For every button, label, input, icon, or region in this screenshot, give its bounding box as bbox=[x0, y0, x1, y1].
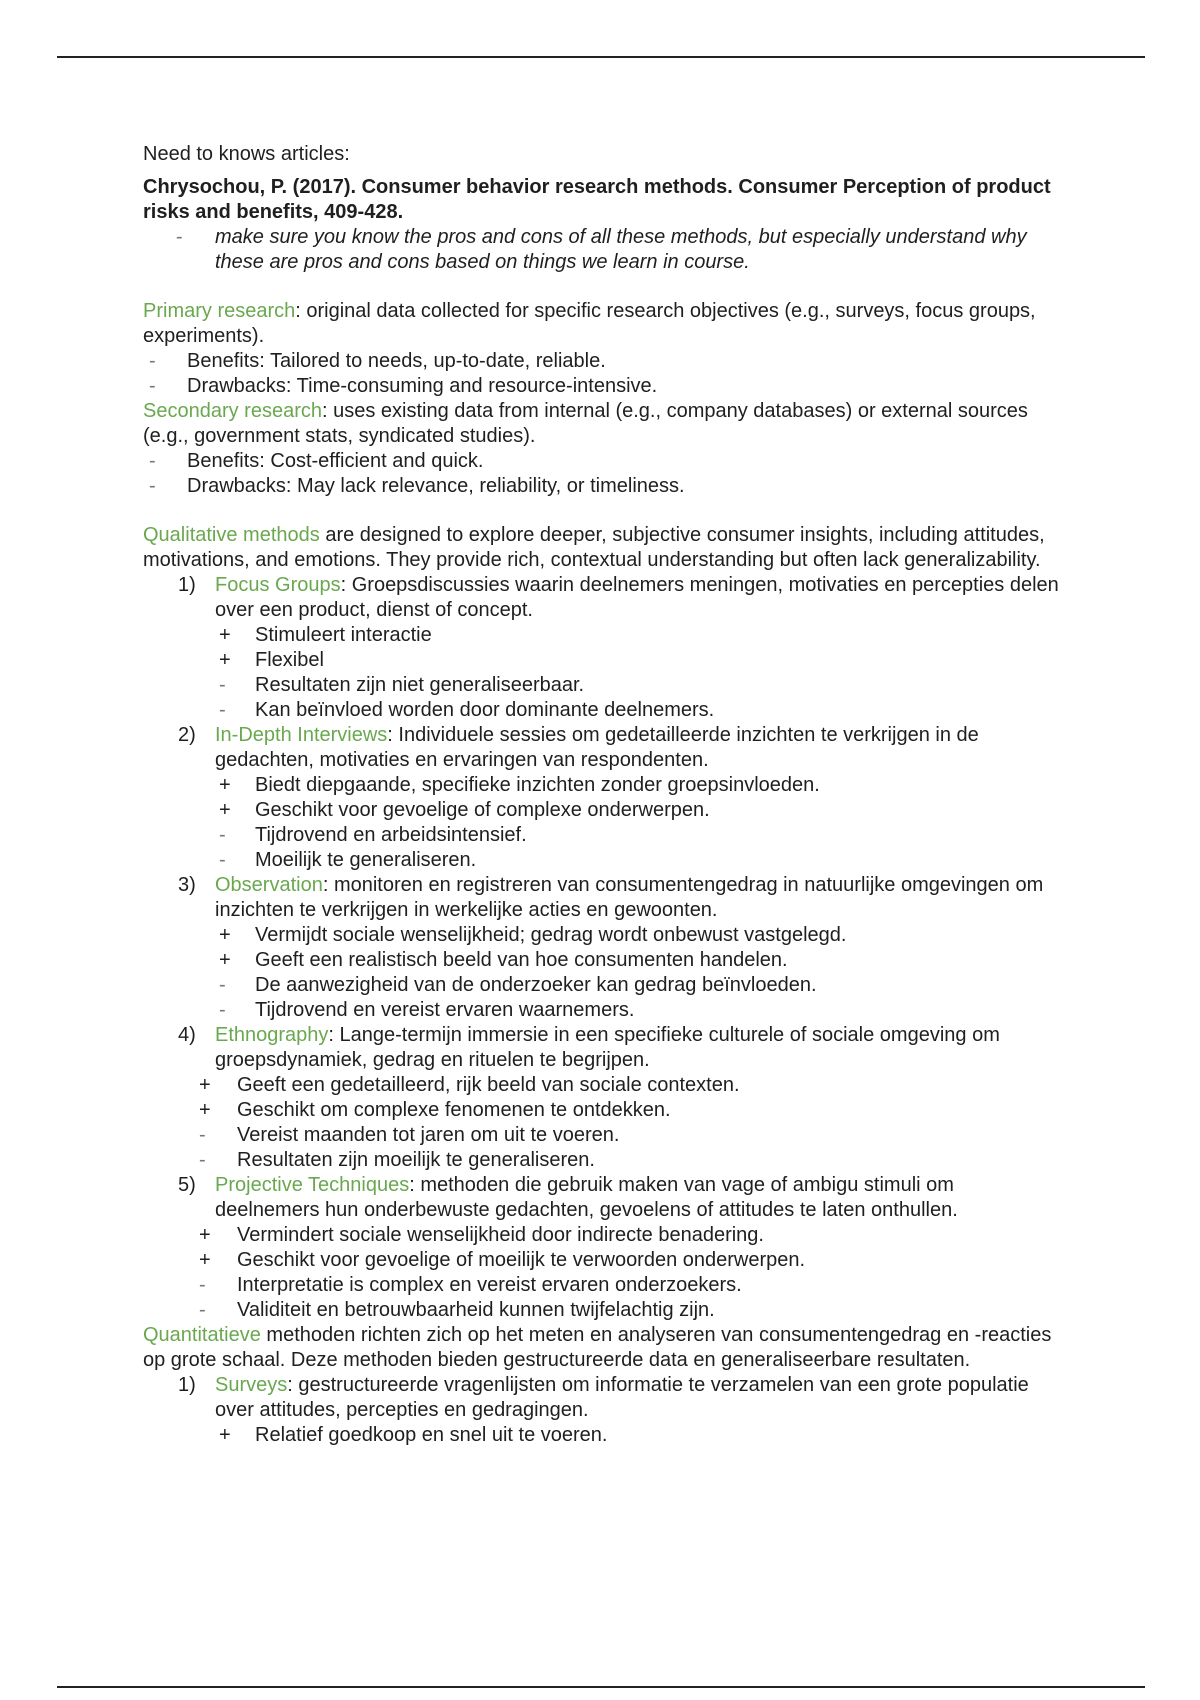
list-item: + Vermindert sociale wenselijkheid door indirecte benadering. bbox=[199, 1224, 764, 1246]
secondary-benefits: - Benefits: Cost-efficient and quick. bbox=[149, 450, 484, 472]
secondary-research-definition bbox=[143, 399, 1063, 449]
secondary-research-term: Secondary research bbox=[143, 400, 322, 422]
list-item: - Resultaten zijn niet generaliseerbaar. bbox=[219, 674, 585, 696]
list-item: + Geeft een gedetailleerd, rijk beeld van sociale contexten. bbox=[199, 1074, 740, 1096]
citation: Chrysochou, P. (2017). Consumer behavior research methods. Consumer Perception of product risks and benefits, 409-428. bbox=[143, 176, 1051, 223]
list-item: - Interpretatie is complex en vereist ervaren onderzoekers. bbox=[199, 1274, 742, 1296]
method-term: Surveys bbox=[215, 1374, 288, 1396]
list-item: + Geeft een realistisch beeld van hoe consumenten handelen. bbox=[219, 949, 788, 971]
primary-research-text: : original data collected for specific research objectives (e.g., surveys, focus groups, experiments). bbox=[143, 300, 1036, 347]
primary-benefits: - Benefits: Tailored to needs, up-to-date, reliable. bbox=[149, 350, 606, 372]
quantitative-term: Quantitatieve bbox=[143, 1324, 261, 1346]
list-item: + Stimuleert interactie bbox=[219, 624, 432, 646]
list-item: - Validiteit en betrouwbaarheid kunnen twijfelachtig zijn. bbox=[199, 1299, 715, 1321]
qualitative-method-list bbox=[143, 573, 1063, 1323]
list-item: - Resultaten zijn moeilijk te generaliseren. bbox=[199, 1149, 595, 1171]
list-item: + Vermijdt sociale wenselijkheid; gedrag wordt onbewust vastgelegd. bbox=[219, 924, 847, 946]
quantitative-definition bbox=[143, 1323, 1063, 1373]
method-term: Observation bbox=[215, 874, 323, 896]
primary-benefits-text: Benefits: Tailored to needs, up-to-date, reliable. bbox=[187, 350, 606, 372]
list-item: - Tijdrovend en vereist ervaren waarnemers. bbox=[219, 999, 635, 1021]
method-text: : gestructureerde vragenlijsten om informatie te verzamelen van een grote populatie over attitudes, percepties en gedragingen. bbox=[215, 1374, 1029, 1421]
secondary-drawbacks: - Drawbacks: May lack relevance, reliability, or timeliness. bbox=[149, 475, 685, 497]
list-item: + Flexibel bbox=[219, 649, 324, 671]
list-item: + Biedt diepgaande, specifieke inzichten zonder groepsinvloeden. bbox=[219, 774, 820, 796]
method-text: : methoden die gebruik maken van vage of ambigu stimuli om deelnemers hun onderbewuste gedachten, gevoelens of attitudes te laten onthullen. bbox=[215, 1174, 958, 1221]
method-in-depth-interviews bbox=[143, 723, 1063, 773]
method-observation bbox=[143, 873, 1063, 923]
method-focus-groups bbox=[143, 573, 1063, 623]
list-item: + Geschikt voor gevoelige of complexe onderwerpen. bbox=[219, 799, 710, 821]
secondary-drawbacks-text: Drawbacks: May lack relevance, reliability, or timeliness. bbox=[187, 475, 685, 497]
method-text: : Individuele sessies om gedetailleerde inzichten te verkrijgen in de gedachten, motivaties en ervaringen van respondenten. bbox=[215, 724, 979, 771]
method-surveys bbox=[143, 1373, 1063, 1423]
list-number: 5) bbox=[178, 1174, 196, 1196]
list-item: - Tijdrovend en arbeidsintensief. bbox=[219, 824, 527, 846]
list-number: 4) bbox=[178, 1024, 196, 1046]
list-item: + Geschikt voor gevoelige of moeilijk te verwoorden onderwerpen. bbox=[199, 1249, 806, 1271]
list-number: 1) bbox=[178, 1374, 196, 1396]
list-item: - Vereist maanden tot jaren om uit te voeren. bbox=[199, 1124, 620, 1146]
qualitative-term: Qualitative methods bbox=[143, 524, 320, 546]
secondary-research-text: : uses existing data from internal (e.g., company databases) or external sources (e.g., government stats, syndicated studies). bbox=[143, 400, 1028, 447]
primary-drawbacks-text: Drawbacks: Time-consuming and resource-intensive. bbox=[187, 375, 658, 397]
heading: Need to knows articles: bbox=[143, 143, 350, 165]
document-body bbox=[143, 142, 1063, 1448]
method-text: : monitoren en registreren van consumentengedrag in natuurlijke omgevingen om inzichten te verkrijgen in werkelijke acties en gewoonten. bbox=[215, 874, 1044, 921]
list-number: 3) bbox=[178, 874, 196, 896]
method-projective-techniques bbox=[143, 1173, 1063, 1223]
method-text: : Groepsdiscussies waarin deelnemers meningen, motivaties en percepties delen over een product, dienst of concept. bbox=[215, 574, 1059, 621]
primary-research-term: Primary research bbox=[143, 300, 296, 322]
list-number: 2) bbox=[178, 724, 196, 746]
list-item: - Kan beïnvloed worden door dominante deelnemers. bbox=[219, 699, 715, 721]
method-term: Ethnography bbox=[215, 1024, 329, 1046]
quantitative-method-list bbox=[143, 1373, 1063, 1448]
method-ethnography bbox=[143, 1023, 1063, 1073]
list-item: - Moeilijk te generaliseren. bbox=[219, 849, 477, 871]
method-term: Projective Techniques bbox=[215, 1174, 410, 1196]
list-item: - De aanwezigheid van de onderzoeker kan gedrag beïnvloeden. bbox=[219, 974, 817, 996]
method-term: In-Depth Interviews bbox=[215, 724, 388, 746]
footer-rule bbox=[57, 1686, 1145, 1688]
list-item: + Geschikt om complexe fenomenen te ontdekken. bbox=[199, 1099, 671, 1121]
citation-note-text: make sure you know the pros and cons of all these methods, but especially understand why these are pros and cons based on things we learn in course. bbox=[215, 226, 1027, 273]
list-number: 1) bbox=[178, 574, 196, 596]
method-text: : Lange-termijn immersie in een specifieke culturele of sociale omgeving om groepsdynamiek, gedrag en rituelen te begrijpen. bbox=[215, 1024, 1000, 1071]
qualitative-text: are designed to explore deeper, subjective consumer insights, including attitudes, motivations, and emotions. They provide rich, contextual understanding but often lack generalizability. bbox=[143, 524, 1045, 571]
quantitative-text: methoden richten zich op het meten en analyseren van consumentengedrag en -reacties op grote schaal. Deze methoden bieden gestructureerde data en generaliseerbare resultaten. bbox=[143, 1324, 1052, 1371]
primary-research-definition bbox=[143, 299, 1063, 349]
secondary-benefits-text: Benefits: Cost-efficient and quick. bbox=[187, 450, 484, 472]
header-rule bbox=[57, 56, 1145, 58]
list-item: + Relatief goedkoop en snel uit te voeren. bbox=[219, 1424, 608, 1446]
citation-note bbox=[143, 225, 1063, 275]
method-term: Focus Groups bbox=[215, 574, 341, 596]
primary-drawbacks: - Drawbacks: Time-consuming and resource-intensive. bbox=[149, 375, 658, 397]
dash-marker: - bbox=[175, 226, 183, 248]
qualitative-definition bbox=[143, 523, 1063, 573]
